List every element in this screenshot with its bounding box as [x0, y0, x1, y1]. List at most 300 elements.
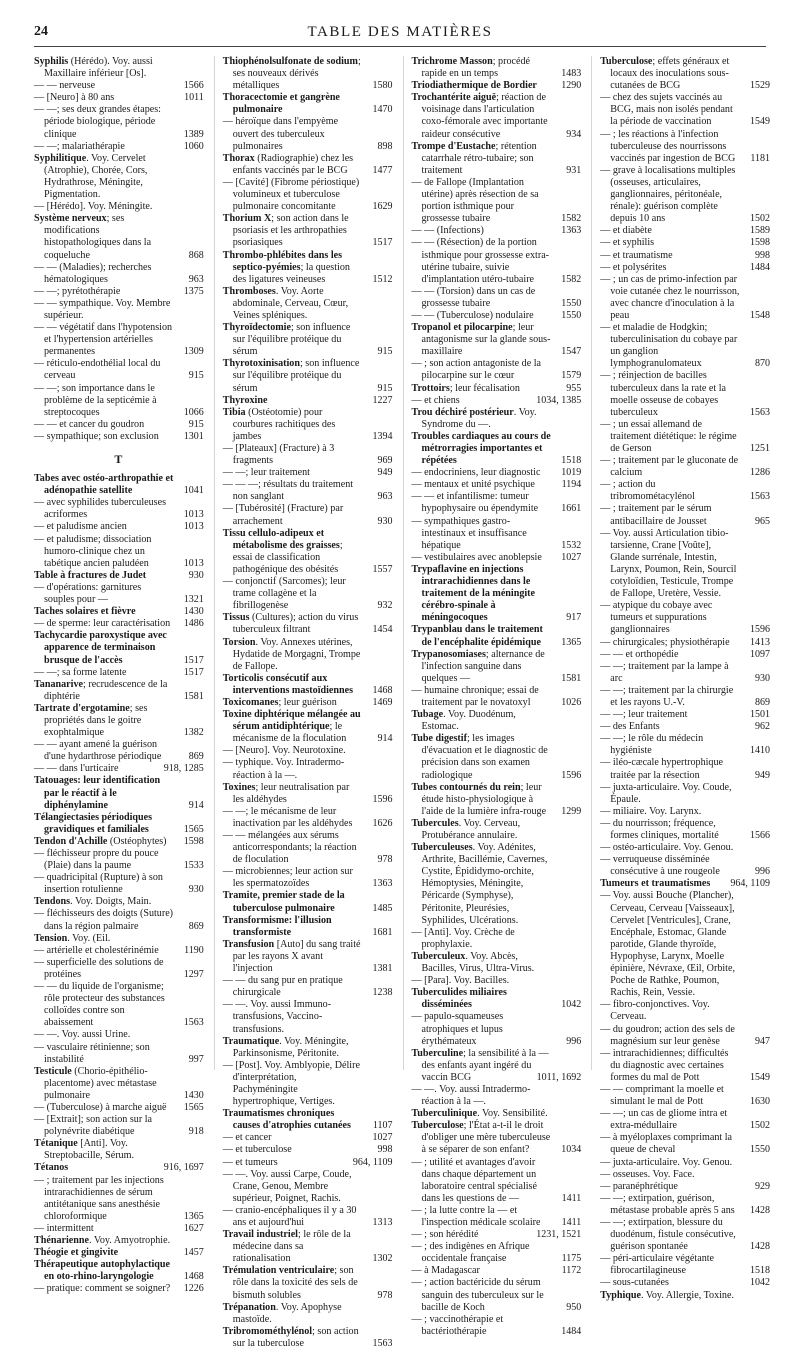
- entry-text: Toxicomanes; leur guérison: [222, 696, 337, 708]
- page-ref: 1681: [372, 926, 393, 938]
- page-ref: 1430: [183, 1089, 204, 1101]
- entry-text: — intermittent: [34, 1222, 94, 1234]
- index-entry: [223, 999, 393, 1035]
- index-entry: [223, 116, 393, 152]
- page-ref: 998: [377, 1144, 393, 1156]
- entry-text: — sympathique; son exclusion: [34, 430, 159, 442]
- index-entry: [34, 104, 204, 140]
- index-entry: [223, 1108, 393, 1132]
- index-entry: [223, 612, 393, 636]
- page-ref: 1501: [750, 709, 770, 721]
- index-entry: [600, 890, 770, 999]
- page-ref: 1550: [561, 309, 582, 321]
- page-ref: 949: [377, 467, 393, 479]
- entry-text: — ; un essai allemand de traitement diététique: le régime de Gerson: [600, 418, 737, 454]
- page-ref: 1596: [372, 793, 393, 805]
- entry-text: — fléchisseurs des doigts (Suture) dans la région palmaire: [34, 908, 174, 932]
- page-ref: 1042: [750, 1277, 770, 1289]
- entry-text: — Voy. aussi Bouche (Plancher), Cerveau, Cerveau [Vaisseaux], Cervelet [Ventricules], Crane, Encéphale, Estomac, Glande parotide, Glande thyroïde, Hypophyse, Larynx, Moelle épinière, Névraxe, Œil, Orbite, Poche de Rathke, Poumon, Rachis, Rein, Vessie.: [600, 890, 735, 999]
- entry-text: — paranéphrétique: [600, 1180, 678, 1192]
- index-entry: [34, 80, 204, 92]
- entry-text: — — mélangées aux sérums anticorrespondants; la réaction de floculation: [222, 830, 357, 866]
- page-ref: 1382: [183, 727, 204, 739]
- index-entry: [34, 945, 204, 957]
- entry-text: — —; leur traitement: [600, 709, 688, 721]
- index-entry: [600, 419, 770, 455]
- index-entry: [600, 92, 770, 128]
- entry-text: Tumeurs et traumatismes: [600, 878, 711, 890]
- page-ref: 1175: [561, 1253, 582, 1265]
- page-ref: 1550: [561, 297, 582, 309]
- page-ref: 996: [755, 866, 770, 878]
- entry-text: — ; vaccinothérapie et bactériothérapie: [411, 1313, 504, 1337]
- page-ref: 1251: [750, 443, 770, 454]
- index-entry: [600, 479, 770, 503]
- page-ref: 996: [566, 1035, 582, 1047]
- entry-text: — ; la lutte contre la — et l'inspection médicale scolaire: [411, 1204, 541, 1228]
- entry-text: — héroïque dans l'empyème ouvert des tuberculeux pulmonaires: [222, 116, 339, 152]
- page-ref: 1598: [750, 237, 770, 249]
- index-entry: [600, 528, 770, 601]
- entry-text: — chirurgicales; physiothérapie: [600, 636, 730, 648]
- entry-text: Tubes contournés du rein; leur étude histo-physiologique à l'aide de la lumière infra-rouge: [411, 781, 547, 817]
- index-entry: [34, 630, 204, 666]
- index-entry: [223, 1302, 393, 1326]
- page-ref: 1548: [750, 309, 770, 321]
- entry-text: Tubage. Voy. Duodénum, Estomac.: [411, 709, 516, 733]
- page-ref: 1013: [183, 557, 204, 569]
- index-entry: [34, 262, 204, 286]
- page-ref: 1563: [750, 491, 770, 503]
- index-entry: [223, 576, 393, 612]
- page-ref: 1026: [561, 696, 582, 708]
- index-entry: [412, 479, 582, 491]
- index-entry: [600, 165, 770, 225]
- entry-text: — juxta-articulaire. Voy. Genou.: [600, 1156, 733, 1168]
- entry-text: Tuberculose; effets généraux et locaux des inoculations sous-cutanées de BCG: [600, 56, 730, 92]
- page-ref: 1596: [561, 769, 582, 781]
- page-ref: 1468: [372, 684, 393, 696]
- page-ref: 1190: [184, 944, 204, 956]
- entry-text: Thorium X; son action dans le psoriasis et les arthropathies psoriasiques: [222, 213, 349, 249]
- entry-text: — ; utilité et avantages d'avoir dans chaque département un laboratoire central spécialisé dans les questions de —: [411, 1156, 537, 1204]
- index-entry: [34, 322, 204, 358]
- index-entry: [34, 1029, 204, 1041]
- index-entry: [34, 763, 204, 775]
- index-entry: [223, 939, 393, 975]
- page-ref: 947: [755, 1035, 770, 1047]
- page-ref: 963: [188, 273, 204, 285]
- entry-text: Thromboses. Voy. Aorte abdominale, Cerveau, Cœur, Veines spléniques.: [222, 285, 349, 321]
- index-entry: [223, 479, 393, 503]
- page-ref: 1483: [561, 68, 582, 80]
- page-ref: 1389: [183, 128, 204, 140]
- page-ref: 1470: [372, 104, 393, 116]
- page-ref: 1011, 1692: [536, 1071, 582, 1083]
- entry-text: — endocriniens, leur diagnostic: [411, 467, 541, 479]
- entry-text: Tendon d'Achille (Ostéophytes): [34, 835, 167, 847]
- page-ref: 1227: [372, 394, 393, 406]
- entry-text: — vestibulaires avec anoblepsie: [411, 551, 542, 563]
- page-ref: 963: [377, 491, 393, 503]
- entry-text: — — dans l'urticaire: [34, 763, 119, 775]
- index-entry: [34, 358, 204, 382]
- index-entry: [223, 322, 393, 358]
- index-entry: [412, 237, 582, 285]
- page-ref: 1060: [183, 140, 204, 152]
- page-header: [34, 24, 766, 44]
- page-ref: 1512: [372, 273, 393, 285]
- index-entry: [223, 286, 393, 322]
- page-ref: 1518: [750, 1265, 770, 1277]
- entry-text: Trochantérite aiguë; réaction de voisinage dans l'articulation coxo-fémorale avec importante raideur consécutive: [411, 92, 548, 140]
- page-ref: 1013: [183, 521, 204, 533]
- page-ref: 869: [188, 920, 204, 932]
- entry-text: Trottoirs; leur fécalisation: [411, 382, 520, 394]
- index-entry: [34, 419, 204, 431]
- index-entry: [600, 842, 770, 854]
- entry-text: Tissus (Cultures); action du virus tuberculeux filtrant: [222, 612, 359, 636]
- index-entry: [34, 1162, 204, 1174]
- page-ref: 1034: [561, 1144, 582, 1156]
- page-ref: 1428: [750, 1204, 770, 1216]
- page-ref: 1226: [183, 1283, 204, 1295]
- entry-text: — quadricipital (Rupture) à son insertion rotulienne: [34, 872, 163, 896]
- entry-text: — humaine chronique; essai de traitement par le novatoxyl: [411, 684, 539, 708]
- entry-text: — à myéloplaxes comprimant la queue de cheval: [600, 1132, 732, 1156]
- index-entry: [223, 1169, 393, 1205]
- index-entry: [34, 1175, 204, 1223]
- page-ref: 1485: [372, 902, 393, 914]
- entry-text: — —; le rôle du médecin hygiéniste: [600, 733, 704, 757]
- entry-text: Trypaflavine en injections intrarachidiennes dans le traitement de la méningite cérébro-spinale à méningocoques: [411, 563, 536, 624]
- index-entry: [600, 1084, 770, 1108]
- index-entry: [412, 564, 582, 624]
- entry-text: — et diabète: [600, 225, 652, 237]
- page-ref: 1517: [183, 654, 204, 666]
- page-ref: 1580: [372, 80, 393, 92]
- index-entry: [600, 250, 770, 262]
- entry-text: — ; les réactions à l'infection tuberculeuse des nourrissons vaccinés par ingestion de BCG: [600, 128, 736, 164]
- entry-text: — —; traitement par la lampe à arc: [600, 660, 729, 684]
- entry-text: — — (Maladies); recherches hématologiques: [34, 261, 152, 285]
- index-entry: [34, 1259, 204, 1283]
- page-ref: 965: [755, 515, 770, 527]
- index-entry: [412, 927, 582, 951]
- entry-text: Thyroïdectomie; son influence sur l'équilibre protéique du sérum: [222, 322, 351, 358]
- page-ref: 1181: [750, 152, 770, 164]
- entry-text: — —; son importance dans le problème de la septicémie à streptocoques: [34, 382, 157, 418]
- index-entry: [34, 201, 204, 213]
- index-entry: [34, 618, 204, 630]
- entry-text: Traumatique. Voy. Méningite, Parkinsonisme, Péritonite.: [222, 1035, 349, 1059]
- entry-text: — [Cavité] (Fibrome périostique) volumineux et tuberculose pulmonaire concomitante: [222, 176, 360, 213]
- index-entry: [600, 1290, 770, 1302]
- page-ref: 1627: [183, 1222, 204, 1234]
- entry-text: Thyroxine: [222, 394, 268, 406]
- entry-text: Tramite, premier stade de la tuberculose pulmonaire: [222, 890, 345, 914]
- index-entry: [600, 322, 770, 370]
- entry-text: — —; ses deux grandes étapes: période biologique, période clinique: [34, 104, 161, 140]
- index-column-3: [403, 56, 582, 1337]
- page-ref: 898: [377, 140, 393, 152]
- entry-text: — —; traitement par la chirurgie et les rayons U.-V.: [600, 684, 734, 708]
- entry-text: — et paludisme; dissociation humoro-clinique chez un tabétique ancien paludéen: [34, 533, 152, 569]
- index-entry: [412, 407, 582, 431]
- index-entry: [412, 431, 582, 467]
- index-entry: [412, 733, 582, 781]
- page-ref: 1411: [561, 1217, 582, 1228]
- page-ref: 915: [377, 346, 393, 358]
- index-entry: [412, 1048, 582, 1084]
- page-ref: 1286: [750, 467, 770, 479]
- page-ref: 997: [188, 1053, 204, 1065]
- index-entry: [34, 872, 204, 896]
- page-ref: 1365: [183, 1210, 204, 1222]
- index-entry: [412, 322, 582, 358]
- index-entry: [600, 782, 770, 806]
- page-ref: 969: [377, 455, 393, 467]
- entry-text: Tension. Voy. (Eil.: [34, 932, 111, 944]
- page-ref: 1097: [750, 648, 770, 660]
- page-ref: 1626: [372, 817, 393, 829]
- entry-text: — péri-articulaire végétante fibrocartilagineuse: [600, 1253, 715, 1277]
- index-entry: [412, 1084, 582, 1108]
- entry-text: Tubercules. Voy. Cerveau, Protubérance annulaire.: [411, 817, 521, 841]
- page-ref: 1532: [561, 539, 582, 551]
- entry-text: — et polysérites: [600, 261, 667, 273]
- entry-text: — intrarachidiennes; difficultés du diagnostic avec certaines formes du mal de Pott: [600, 1047, 729, 1083]
- page-ref: 955: [566, 382, 582, 394]
- index-entry: [412, 624, 582, 648]
- entry-text: — —; leur traitement: [222, 467, 310, 479]
- page-ref: 1231, 1521: [536, 1229, 582, 1241]
- index-entry: [600, 757, 770, 781]
- entry-text: — ; des indigènes en Afrique occidentale française: [411, 1241, 530, 1265]
- entry-text: — —; pyrétothérapie: [34, 285, 121, 297]
- index-entry: [412, 818, 582, 842]
- index-entry: [34, 679, 204, 703]
- entry-text: — Voy. aussi Articulation tibio-tarsienne, Crane [Voûte], Glande surrénale, Intestin, Larynx, Poumon, Rein, Sourcil cotyloïdien, Testicule, Trompe de Fallope, Uretère, Vessie.: [600, 527, 737, 600]
- entry-text: Trichrome Masson; procédé rapide en un temps: [411, 56, 530, 80]
- entry-text: — — (Infections): [411, 225, 484, 237]
- entry-text: Testicule (Chorio-épithélio-placentome) avec métastase pulmonaire: [34, 1065, 157, 1101]
- index-entry: [34, 534, 204, 570]
- page-ref: 1565: [183, 823, 204, 835]
- page-ref: 1365: [561, 636, 582, 648]
- entry-text: — mentaux et unité psychique: [411, 479, 535, 491]
- page-ref: 1566: [750, 830, 770, 841]
- index-entry: [600, 878, 770, 890]
- entry-text: — —; extirpation, blessure du duodénum, fistule consécutive, guérison spontanée: [600, 1217, 736, 1253]
- entry-text: Télangiectasies périodiques gravidiques et familiales: [34, 811, 153, 835]
- entry-text: Thérapeutique autophylactique en oto-rhino-laryngologie: [34, 1259, 171, 1283]
- index-entry: [34, 383, 204, 419]
- page-ref: 1529: [750, 80, 770, 92]
- entry-text: — —; extirpation, guérison, métastase probable après 5 ans: [600, 1192, 735, 1216]
- section-letter: T: [114, 452, 124, 466]
- page-ref: 1363: [372, 878, 393, 890]
- page-ref: 915: [188, 418, 204, 430]
- index-entry: [34, 92, 204, 104]
- index-entry: [223, 1265, 393, 1301]
- entry-text: Tibia (Ostéotomie) pour courbures rachitiques des jambes: [222, 406, 336, 442]
- index-entry: [412, 1157, 582, 1205]
- entry-text: — — et infantilisme: tumeur hypophysaire ou épendymite: [411, 491, 539, 515]
- entry-text: Thénarienne. Voy. Amyotrophie.: [34, 1235, 171, 1246]
- entry-text: — —. Voy. aussi Immuno-transfusions, Vaccino-transfusions.: [222, 999, 332, 1035]
- page-ref: 1363: [561, 225, 582, 237]
- entry-text: — sous-cutanées: [600, 1277, 669, 1289]
- entry-text: Traumatismes chroniques causes d'atrophies cutanées: [222, 1108, 351, 1132]
- index-entry: [34, 473, 204, 497]
- entry-text: Trypanblau dans le traitement de l'encéphalite épidémique: [411, 624, 543, 648]
- entry-text: — [Extrait]; son action sur la polynévrite diabétique: [34, 1114, 153, 1138]
- index-entry: [223, 467, 393, 479]
- index-entry: [34, 56, 204, 80]
- index-column-1: [34, 56, 204, 1295]
- index-entry: [34, 1223, 204, 1235]
- page-ref: 1557: [372, 563, 393, 575]
- page-ref: 917: [566, 612, 582, 624]
- index-entry: [223, 1205, 393, 1229]
- entry-text: — vasculaire rétinienne; son instabilité: [34, 1041, 150, 1065]
- entry-text: — et maladie de Hodgkin; tuberculinisation du cobaye par un ganglion lymphogranulomateux: [600, 322, 738, 370]
- page-ref: 929: [755, 1180, 770, 1192]
- index-entry: [223, 1132, 393, 1144]
- index-entry: [412, 177, 582, 225]
- index-entry: [412, 92, 582, 140]
- entry-text: Tissu cellulo-adipeux et métabolisme des graisses; essai de classification pathogénique des obésités: [222, 527, 343, 575]
- index-entry: [34, 431, 204, 443]
- index-entry: [412, 1108, 582, 1120]
- entry-text: — osseuses. Voy. Face.: [600, 1168, 695, 1180]
- index-entry: [223, 153, 393, 177]
- entry-text: — —. Voy. aussi Intradermo-réaction à la —.: [411, 1083, 531, 1108]
- index-column-4: [591, 56, 770, 1301]
- index-entry: [600, 455, 770, 479]
- entry-text: — — (Résection) de la portion isthmique pour grossesse extra-utérine tubaire, suivie d'implantation utéro-tubaire: [411, 237, 550, 285]
- page-ref: 1550: [750, 1144, 770, 1156]
- page-ref: 1041: [183, 485, 204, 497]
- index-entry: [34, 933, 204, 945]
- entry-text: Trou déchiré postérieur. Voy. Syndrome du —.: [411, 406, 537, 430]
- entry-text: Taches solaires et fièvre: [34, 606, 136, 618]
- index-entry: [600, 685, 770, 709]
- page-ref: 1011: [184, 92, 204, 104]
- index-entry: [223, 92, 393, 116]
- entry-text: — atypique du cobaye avec tumeurs et suppurations ganglionnaires: [600, 600, 713, 636]
- page-ref: 934: [566, 128, 582, 140]
- entry-text: — [Neuro]. Voy. Neurotoxine.: [222, 745, 346, 757]
- entry-text: — [Post]. Voy. Amblyopie, Délire d'interprétation, Pachyméningite hypertrophique, Vertiges.: [222, 1059, 360, 1108]
- page-ref: 964, 1109: [352, 1156, 393, 1168]
- entry-text: Transfusion [Auto] du sang traité par les rayons X avant l'injection: [222, 938, 361, 975]
- index-entry: [34, 606, 204, 618]
- page-ref: 1297: [183, 968, 204, 980]
- index-entry: [223, 1229, 393, 1265]
- page-ref: 916, 1697: [163, 1162, 204, 1174]
- index-entry: [600, 1108, 770, 1132]
- index-entry: [412, 491, 582, 515]
- page-ref: 930: [188, 569, 204, 581]
- index-entry: [34, 1042, 204, 1066]
- index-entry: [34, 775, 204, 811]
- index-entry: [412, 782, 582, 818]
- entry-text: — fléchisseur propre du pouce (Plaie) dans la paume: [34, 848, 159, 872]
- page-ref: 1301: [183, 430, 204, 442]
- index-entry: [34, 739, 204, 763]
- entry-text: — sympathiques gastro-intestinaux et insuffisance hépatique: [411, 515, 527, 551]
- page-ref: 1661: [561, 503, 582, 515]
- page-ref: 962: [755, 721, 770, 733]
- index-entry: [600, 1157, 770, 1169]
- index-entry: [223, 56, 393, 92]
- index-entry: [223, 250, 393, 286]
- entry-text: — d'opérations: garnitures souples pour —: [34, 581, 142, 606]
- running-title: TABLE DES MATIÈRES: [307, 24, 493, 40]
- page-ref: 915: [377, 382, 393, 394]
- entry-text: — ; action bactéricide du sérum sanguin des tuberculeux sur le bacille de Koch: [411, 1277, 544, 1313]
- index-entry: [412, 1265, 582, 1277]
- page-ref: 918: [188, 1126, 204, 1138]
- page-ref: 1486: [183, 618, 204, 630]
- entry-text: — papulo-squameuses atrophiques et lupus érythémateux: [411, 1011, 504, 1047]
- entry-text: — [Anti]. Voy. Crèche de prophylaxie.: [411, 926, 515, 950]
- index-entry: [412, 1241, 582, 1265]
- page-ref: 915: [188, 370, 204, 382]
- entry-text: — du goudron; action des sels de magnésium sur leur genèse: [600, 1023, 735, 1047]
- entry-text: — miliaire. Voy. Larynx.: [600, 805, 702, 817]
- entry-text: — — comprimant la moelle et simulant le mal de Pott: [600, 1083, 724, 1108]
- page-ref: 1410: [750, 745, 770, 757]
- entry-text: Tendons. Voy. Doigts, Main.: [34, 896, 152, 908]
- index-entry: [223, 407, 393, 443]
- index-entry: [412, 649, 582, 685]
- page-ref: 949: [755, 769, 770, 781]
- page-ref: 869: [755, 696, 770, 708]
- index-entry: [412, 516, 582, 552]
- page-ref: 1563: [750, 406, 770, 418]
- entry-text: — artérielle et cholestérinémie: [34, 944, 159, 956]
- index-entry: [600, 503, 770, 527]
- page-ref: 1019: [561, 467, 582, 479]
- index-entry: [600, 225, 770, 237]
- entry-text: — ; un cas de primo-infection par voie cutanée chez le nourrisson, avec chancre d'inoculation à la peau: [600, 273, 740, 321]
- index-entry: [412, 286, 582, 310]
- page-ref: 870: [755, 358, 770, 370]
- index-entry: [34, 141, 204, 153]
- page-ref: 1413: [750, 636, 770, 648]
- index-entry: [412, 951, 582, 975]
- entry-text: Triodiathermique de Bordier: [411, 80, 537, 92]
- page-ref: 868: [188, 249, 204, 261]
- page-ref: 1582: [561, 273, 582, 285]
- index-entry: [600, 818, 770, 842]
- index-entry: [34, 1102, 204, 1114]
- entry-text: Tartrate d'ergotamine; ses propriétés dans le goitre exophtalmique: [34, 702, 148, 739]
- index-entry: [412, 383, 582, 395]
- index-entry: [412, 1314, 582, 1338]
- page-ref: 950: [566, 1301, 582, 1313]
- index-entry: [34, 908, 204, 932]
- index-entry: [600, 1169, 770, 1181]
- page-ref: 1428: [750, 1241, 770, 1253]
- index-entry: [412, 685, 582, 709]
- entry-text: — typhique. Voy. Intradermo-réaction à la —.: [222, 757, 345, 781]
- index-entry: [34, 836, 204, 848]
- index-entry: [34, 1247, 204, 1259]
